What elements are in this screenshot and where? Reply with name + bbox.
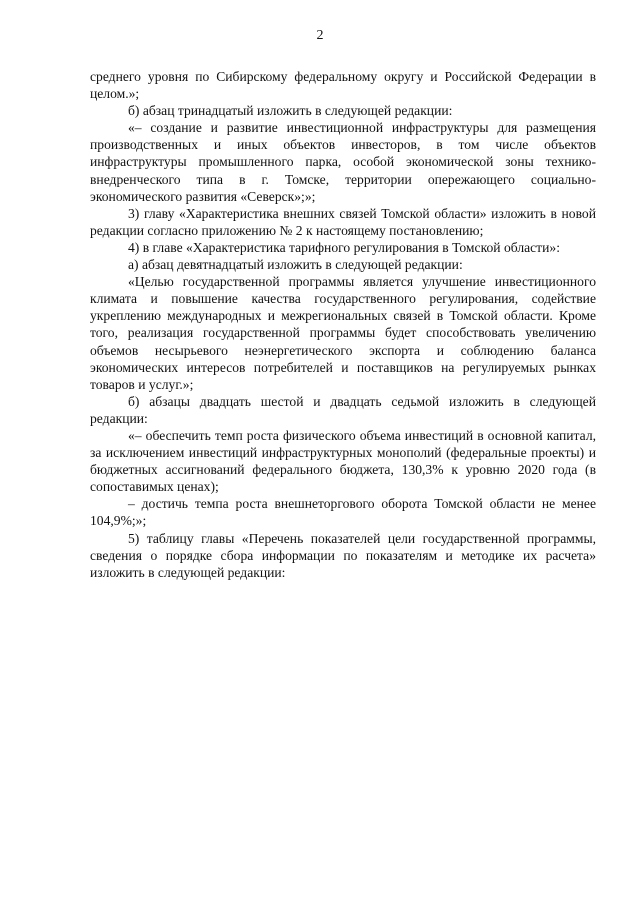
paragraph-quote-goal: «Целью государственной программы является улучшение инвестиционного климата и повышение качества государственного регулирования, содействие укреплению международных и межрегиональных связей в Томской области. Кроме того, реализация государственной программы будет способствовать увеличению объемов несырьевого неэнергетического экспорта и соблюдению баланса экономических интересов потребителей и поставщиков на регулируемых рынках товаров и услуг.»; (90, 274, 596, 392)
paragraph-quote-trade: – достичь темпа роста внешнеторгового оборота Томской области не менее 104,9%;»; (90, 496, 596, 529)
paragraph-subitem-a: а) абзац девятнадцатый изложить в следующей редакции: (128, 257, 463, 273)
paragraph-subitem-b: б) абзац тринадцатый изложить в следующей редакции: (128, 103, 453, 119)
paragraph-subitem-b2: б) абзацы двадцать шестой и двадцать седьмой изложить в следующей редакции: (90, 393, 596, 426)
page-number: 2 (316, 28, 324, 43)
paragraph-quote-investment: «– обеспечить темп роста физического объема инвестиций в основной капитал, за исключением инвестиций инфраструктурных монополий (федеральные проекты) и бюджетных ассигнований федерального бюджета, 130,3% к уровню 2020 года (в сопоставимых ценах); (90, 427, 596, 495)
paragraph-item-5: 5) таблицу главы «Перечень показателей цели государственной программы, сведения о порядке сбора информации по показателям и методике их расчета» изложить в следующей редакции: (90, 530, 596, 580)
paragraph-quote-infrastructure: «– создание и развитие инвестиционной инфраструктуры для размещения производственных и иных объектов инвесторов, в том числе объектов инфраструктуры промышленного парка, особой экономической зоны технико-внедренческого типа в г. Томске, территории опережающего социально-экономического развития «Северск»;»; (90, 120, 596, 204)
document-body (90, 68, 596, 581)
paragraph-item-3: 3) главу «Характеристика внешних связей Томской области» изложить в новой редакции согласно приложению № 2 к настоящему постановлению; (90, 205, 596, 238)
paragraph-continuation: среднего уровня по Сибирскому федеральному округу и Российской Федерации в целом.»; (90, 69, 596, 102)
paragraph-item-4: 4) в главе «Характеристика тарифного регулирования в Томской области»: (128, 239, 560, 255)
